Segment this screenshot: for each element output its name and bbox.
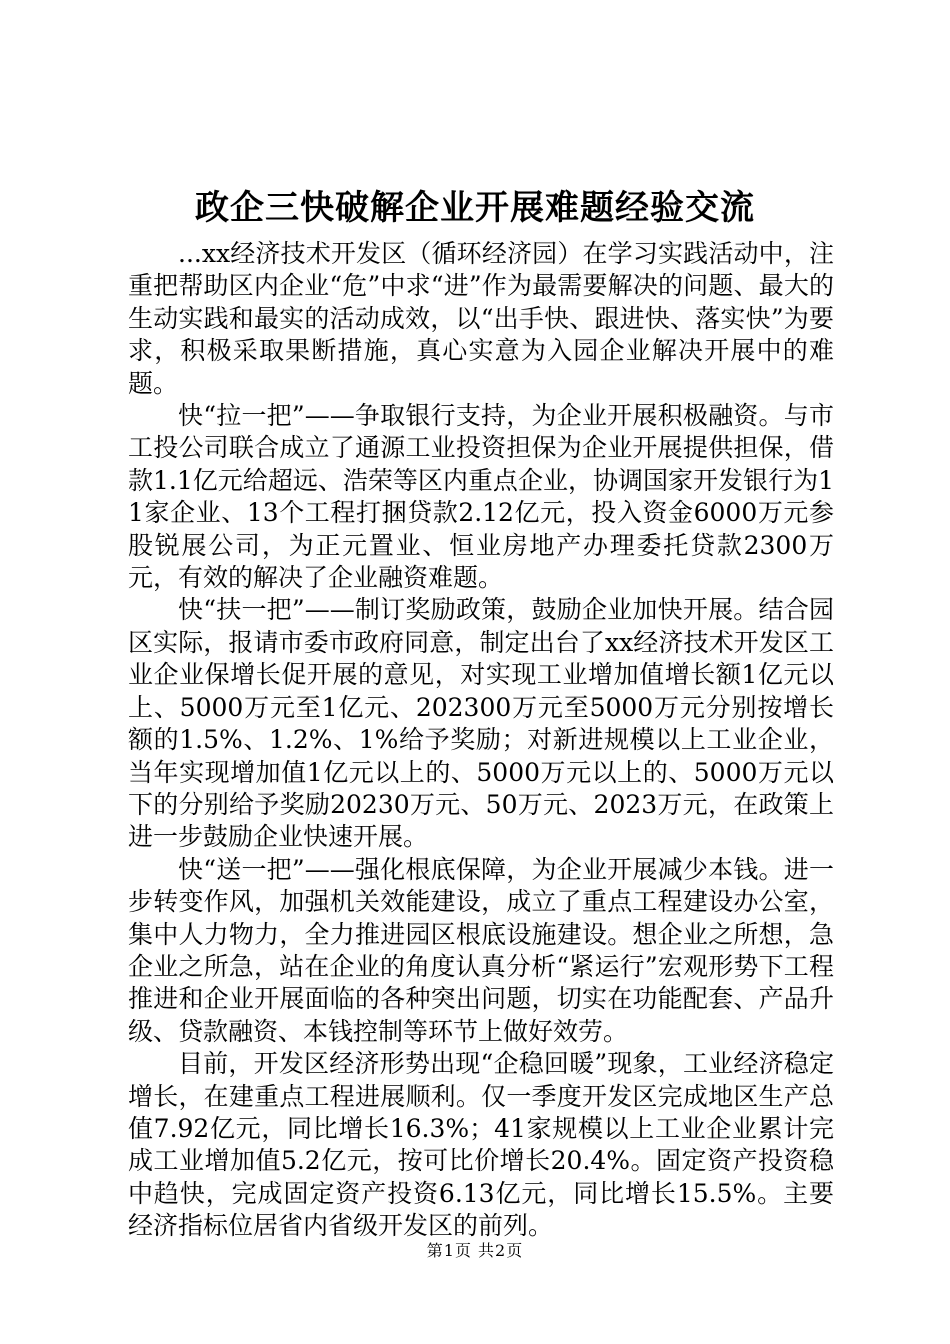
paragraph-financing: 快“拉一把”——争取银行支持，为企业开展积极融资。与市工投公司联合成立了通源工业投资担保为企业开展提供担保，借款1.1亿元给超远、浩荣等区内重点企业，协调国家开发银行为11家企业、13个工程打捆贷款2.12亿元，投入资金6000万元参股锐展公司，为正元置业、恒业房地产办理委托贷款2300万元，有效的解决了企业融资难题。 <box>128 401 834 593</box>
paragraph-incentives: 快“扶一把”——制订奖励政策，鼓励企业加快开展。结合园区实际，报请市委市政府同意，制定出台了xx经济技术开发区工业企业保增长促开展的意见，对实现工业增加值增长额1亿元以上、5000万元至1亿元、202300万元至5000万元分别按增长额的1.5%、1.2%、1%给予奖励；对新进规模以上工业企业，当年实现增加值1亿元以上的、5000万元以上的、5000万元以下的分别给予奖励20230万元、50万元、2023万元，在政策上进一步鼓励企业快速开展。 <box>128 595 834 852</box>
paragraph-intro: ...xx经济技术开发区（循环经济园）在学习实践活动中，注重把帮助区内企业“危”中求“进”作为最需要解决的问题、最大的生动实践和最实的活动成效，以“出手快、跟进快、落实快”为要求，积极采取果断措施，真心实意为入园企业解决开展中的难题。 <box>128 239 834 398</box>
paragraph-infrastructure: 快“送一把”——强化根底保障，为企业开展减少本钱。进一步转变作风，加强机关效能建设，成立了重点工程建设办公室，集中人力物力，全力推进园区根底设施建设。想企业之所想，急企业之所急，站在企业的角度认真分析“紧运行”宏观形势下工程推进和企业开展面临的各种突出问题，切实在功能配套、产品升级、贷款融资、本钱控制等环节上做好效劳。 <box>128 854 834 1046</box>
page-number-footer: 第1页 共2页 <box>426 1241 524 1260</box>
document-body <box>128 238 834 1243</box>
document-title: 政企三快破解企业开展难题经验交流 <box>195 188 755 228</box>
paragraph-results: 目前，开发区经济形势出现“企稳回暖”现象，工业经济稳定增长，在建重点工程进展顺利。仅一季度开发区完成地区生产总值7.92亿元，同比增长16.3%；41家规模以上工业企业累计完成工业增加值5.2亿元，按可比价增长20.4%。固定资产投资稳中趋快，完成固定资产投资6.13亿元，同比增长15.5%。主要经济指标位居省内省级开发区的前列。 <box>128 1049 834 1241</box>
